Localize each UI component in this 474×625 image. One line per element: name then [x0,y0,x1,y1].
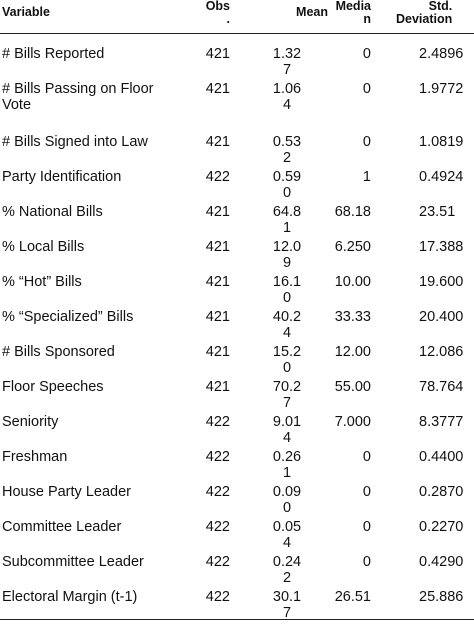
header-std-deviation: Std. Deviation [396,0,453,26]
cell-std-deviation: 0.2270 [419,519,464,535]
cell-variable: Subcommittee Leader [2,554,144,570]
cell-std-deviation: 0.4400 [419,449,464,465]
table-row [0,449,474,484]
cell-variable: # Bills Signed into Law [2,134,148,150]
table-row [0,484,474,519]
cell-mean: 0.53 2 [272,134,302,166]
cell-std-deviation: 17.388 [419,239,464,255]
cell-median: 0 [362,484,371,500]
cell-obs: 421 [205,379,230,395]
table-row [0,46,474,81]
cell-median: 0 [362,449,371,465]
cell-obs: 421 [205,46,230,62]
cell-median: 1 [362,169,371,185]
cell-std-deviation: 2.4896 [419,46,464,62]
cell-mean: 0.05 4 [272,519,302,551]
cell-mean: 1.32 7 [272,46,302,78]
cell-obs: 422 [205,484,230,500]
cell-obs: 422 [205,414,230,430]
table-row [0,239,474,274]
cell-mean: 15.2 0 [272,344,302,376]
cell-mean: 0.09 0 [272,484,302,516]
table-row [0,379,474,414]
table-row [0,344,474,379]
cell-std-deviation: 12.086 [419,344,464,360]
cell-variable: Seniority [2,414,59,430]
cell-median: 0 [362,46,371,62]
table-row [0,274,474,309]
cell-std-deviation: 0.4290 [419,554,464,570]
cell-obs: 422 [205,554,230,570]
cell-variable: Floor Speeches [2,379,104,395]
cell-variable: House Party Leader [2,484,131,500]
cell-std-deviation: 0.2870 [419,484,464,500]
cell-mean: 30.1 7 [272,589,302,621]
cell-mean: 40.2 4 [272,309,302,341]
cell-std-deviation: 8.3777 [419,414,464,430]
cell-std-deviation: 23.51 [419,204,456,220]
cell-obs: 421 [205,309,230,325]
cell-mean: 0.59 0 [272,169,302,201]
cell-median: 6.250 [334,239,371,255]
cell-variable: Party Identification [2,169,122,185]
table-row [0,204,474,239]
cell-variable: Electoral Margin (t-1) [2,589,138,605]
table-row [0,414,474,449]
cell-std-deviation: 25.886 [419,589,464,605]
cell-mean: 64.8 1 [272,204,302,236]
cell-variable: # Bills Reported [2,46,105,62]
table-row [0,81,474,116]
table-row [0,169,474,204]
cell-mean: 70.2 7 [272,379,302,411]
table-row [0,309,474,344]
cell-std-deviation: 19.600 [419,274,464,290]
cell-median: 26.51 [334,589,371,605]
cell-variable: # Bills Sponsored [2,344,115,360]
cell-variable: # Bills Passing on Floor Vote [2,81,154,113]
cell-mean: 1.06 4 [272,81,302,113]
cell-median: 55.00 [334,379,371,395]
cell-median: 68.18 [334,204,371,220]
cell-mean: 0.24 2 [272,554,302,586]
cell-median: 0 [362,519,371,535]
cell-std-deviation: 1.9772 [419,81,464,97]
cell-variable: % Local Bills [2,239,85,255]
cell-mean: 16.1 0 [272,274,302,306]
cell-obs: 421 [205,204,230,220]
cell-variable: % “Hot” Bills [2,274,82,290]
cell-obs: 422 [205,589,230,605]
cell-std-deviation: 78.764 [419,379,464,395]
cell-median: 10.00 [334,274,371,290]
cell-median: 0 [362,81,371,97]
cell-obs: 422 [205,449,230,465]
cell-mean: 9.01 4 [272,414,302,446]
cell-median: 7.000 [334,414,371,430]
header-obs: Obs . [205,0,230,26]
table-header-row [0,0,474,34]
header-variable: Variable [2,5,50,19]
cell-median: 0 [362,554,371,570]
header-median: Media n [335,0,371,26]
table-row [0,554,474,589]
cell-median: 33.33 [334,309,371,325]
cell-mean: 0.26 1 [272,449,302,481]
cell-obs: 421 [205,134,230,150]
cell-obs: 422 [205,519,230,535]
table-row [0,519,474,554]
cell-median: 12.00 [334,344,371,360]
table-bottom-rule [0,619,474,620]
cell-variable: Committee Leader [2,519,122,535]
cell-median: 0 [362,134,371,150]
cell-obs: 421 [205,239,230,255]
cell-mean: 12.0 9 [272,239,302,271]
cell-std-deviation: 20.400 [419,309,464,325]
cell-std-deviation: 1.0819 [419,134,464,150]
table-row [0,134,474,169]
cell-variable: % “Specialized” Bills [2,309,134,325]
cell-obs: 421 [205,344,230,360]
cell-obs: 421 [205,274,230,290]
cell-std-deviation: 0.4924 [419,169,464,185]
cell-variable: % National Bills [2,204,103,220]
cell-variable: Freshman [2,449,68,465]
cell-obs: 422 [205,169,230,185]
cell-obs: 421 [205,81,230,97]
header-mean: Mean [296,5,328,19]
